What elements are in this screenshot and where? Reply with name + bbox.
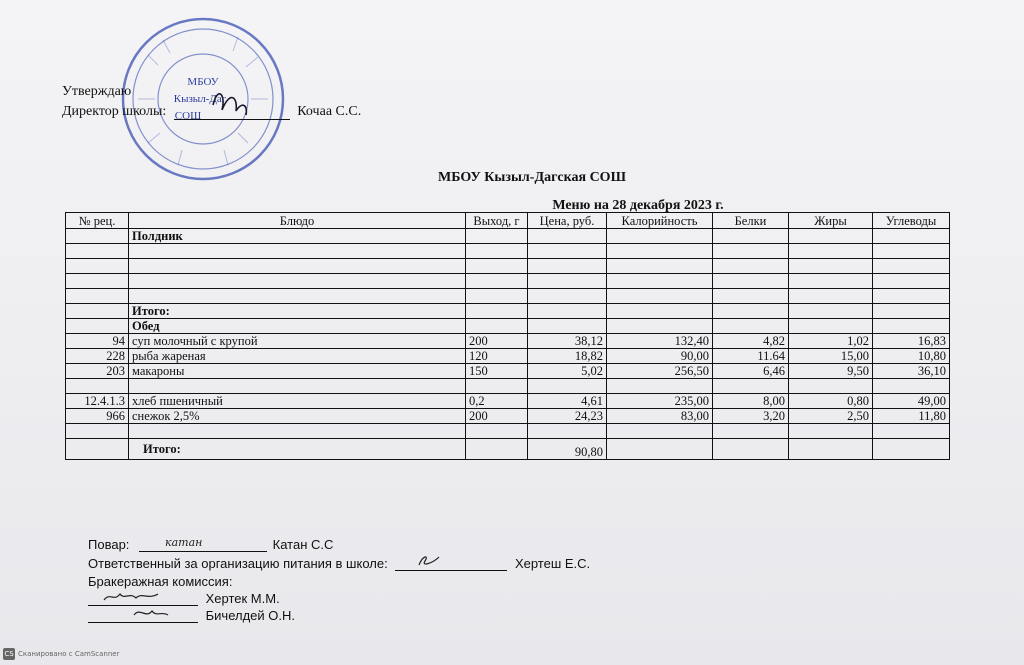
lunch-total-price: 90,80 bbox=[528, 439, 607, 460]
member1-signature-scribble bbox=[102, 588, 162, 604]
header-carbs: Углеводы bbox=[873, 213, 950, 229]
cook-line bbox=[88, 537, 333, 552]
header-dish: Блюдо bbox=[129, 213, 466, 229]
stamp-line-3: СОШ bbox=[174, 110, 202, 122]
director-signature-line bbox=[174, 107, 290, 120]
table-header-row bbox=[66, 213, 950, 229]
cook-signature-line bbox=[139, 537, 267, 552]
carbs-value: 16,83 bbox=[873, 334, 950, 349]
table-row-empty bbox=[66, 274, 950, 289]
header-proteins: Белки bbox=[713, 213, 789, 229]
approval-title: Утверждаю bbox=[62, 84, 132, 99]
output-value: 120 bbox=[466, 349, 528, 364]
fats-value: 0,80 bbox=[789, 394, 873, 409]
recipe-no: 12.4.1.3 bbox=[66, 394, 129, 409]
calories-value: 256,50 bbox=[607, 364, 713, 379]
fats-value: 2,50 bbox=[789, 409, 873, 424]
recipe-no: 203 bbox=[66, 364, 129, 379]
responsible-signature-line bbox=[395, 556, 507, 571]
proteins-value: 3,20 bbox=[713, 409, 789, 424]
output-value: 200 bbox=[466, 409, 528, 424]
commission-member-2 bbox=[88, 608, 295, 623]
fats-value: 15,00 bbox=[789, 349, 873, 364]
member2-signature-line bbox=[88, 608, 198, 623]
price-value: 18,82 bbox=[528, 349, 607, 364]
snack-total-label: Итого: bbox=[129, 304, 466, 319]
table-row bbox=[66, 409, 950, 424]
dish-name: снежок 2,5% bbox=[129, 409, 466, 424]
director-line bbox=[62, 104, 361, 120]
price-value: 5,02 bbox=[528, 364, 607, 379]
dish-name: хлеб пшеничный bbox=[129, 394, 466, 409]
school-stamp bbox=[118, 15, 288, 183]
section-snack-row bbox=[66, 229, 950, 244]
cook-label: Повар: bbox=[88, 537, 130, 552]
proteins-value: 6,46 bbox=[713, 364, 789, 379]
table-row-empty bbox=[66, 259, 950, 274]
member1-signature-line bbox=[88, 591, 198, 606]
menu-title: Меню на 28 декабря 2023 г. bbox=[552, 198, 724, 213]
commission-label: Бракеражная комиссия: bbox=[88, 574, 233, 589]
proteins-value: 8,00 bbox=[713, 394, 789, 409]
cook-name: Катан С.С bbox=[272, 537, 334, 552]
stamp-line-2: Кызыл-Даг bbox=[173, 93, 227, 105]
director-name: Кочаа С.С. bbox=[297, 104, 362, 119]
responsible-name: Хертеш Е.С. bbox=[514, 556, 591, 571]
snack-total-row bbox=[66, 304, 950, 319]
table-row bbox=[66, 394, 950, 409]
carbs-value: 36,10 bbox=[873, 364, 950, 379]
table-row-empty bbox=[66, 244, 950, 259]
header-fats: Жиры bbox=[789, 213, 873, 229]
output-value: 0,2 bbox=[466, 394, 528, 409]
fats-value: 9,50 bbox=[789, 364, 873, 379]
dish-name: суп молочный с крупой bbox=[129, 334, 466, 349]
fats-value: 1,02 bbox=[789, 334, 873, 349]
table-row-empty bbox=[66, 379, 950, 394]
proteins-value: 4,82 bbox=[713, 334, 789, 349]
table-row-empty bbox=[66, 424, 950, 439]
calories-value: 90,00 bbox=[607, 349, 713, 364]
responsible-signature-scribble bbox=[413, 553, 445, 569]
calories-value: 235,00 bbox=[607, 394, 713, 409]
school-title: МБОУ Кызыл-Дагская СОШ bbox=[438, 170, 626, 185]
dish-name: рыба жареная bbox=[129, 349, 466, 364]
table-row bbox=[66, 334, 950, 349]
camscanner-text: Сканировано с CamScanner bbox=[18, 650, 120, 658]
recipe-no: 228 bbox=[66, 349, 129, 364]
lunch-total-label: Итого: bbox=[129, 439, 466, 460]
proteins-value: 11.64 bbox=[713, 349, 789, 364]
section-snack-label: Полдник bbox=[129, 229, 466, 244]
header-output: Выход, г bbox=[466, 213, 528, 229]
camscanner-logo-icon: CS bbox=[4, 650, 14, 658]
director-label: Директор школы: bbox=[62, 104, 167, 119]
output-value: 150 bbox=[466, 364, 528, 379]
carbs-value: 11,80 bbox=[873, 409, 950, 424]
calories-value: 83,00 bbox=[607, 409, 713, 424]
table-row bbox=[66, 364, 950, 379]
dish-name: макароны bbox=[129, 364, 466, 379]
stamp-line-1: МБОУ bbox=[187, 76, 219, 88]
member1-name: Хертек М.М. bbox=[205, 591, 280, 606]
member2-signature-scribble bbox=[132, 605, 172, 621]
section-lunch-row bbox=[66, 319, 950, 334]
recipe-no: 966 bbox=[66, 409, 129, 424]
price-value: 38,12 bbox=[528, 334, 607, 349]
price-value: 24,23 bbox=[528, 409, 607, 424]
section-lunch-label: Обед bbox=[129, 319, 466, 334]
carbs-value: 49,00 bbox=[873, 394, 950, 409]
carbs-value: 10,80 bbox=[873, 349, 950, 364]
responsible-line bbox=[88, 556, 590, 571]
price-value: 4,61 bbox=[528, 394, 607, 409]
recipe-no: 94 bbox=[66, 334, 129, 349]
header-calories: Калорийность bbox=[607, 213, 713, 229]
menu-table bbox=[65, 212, 950, 460]
lunch-total-row bbox=[66, 439, 950, 460]
camscanner-watermark bbox=[3, 648, 119, 660]
header-price: Цена, руб. bbox=[528, 213, 607, 229]
header-recipe-no: № рец. bbox=[66, 213, 129, 229]
calories-value: 132,40 bbox=[607, 334, 713, 349]
member2-name: Бичелдей О.Н. bbox=[205, 608, 295, 623]
responsible-label: Ответственный за организацию питания в школе: bbox=[88, 556, 388, 571]
table-row bbox=[66, 349, 950, 364]
cook-signature: катан bbox=[165, 536, 203, 549]
output-value: 200 bbox=[466, 334, 528, 349]
commission-member-1 bbox=[88, 591, 280, 606]
table-row-empty bbox=[66, 289, 950, 304]
